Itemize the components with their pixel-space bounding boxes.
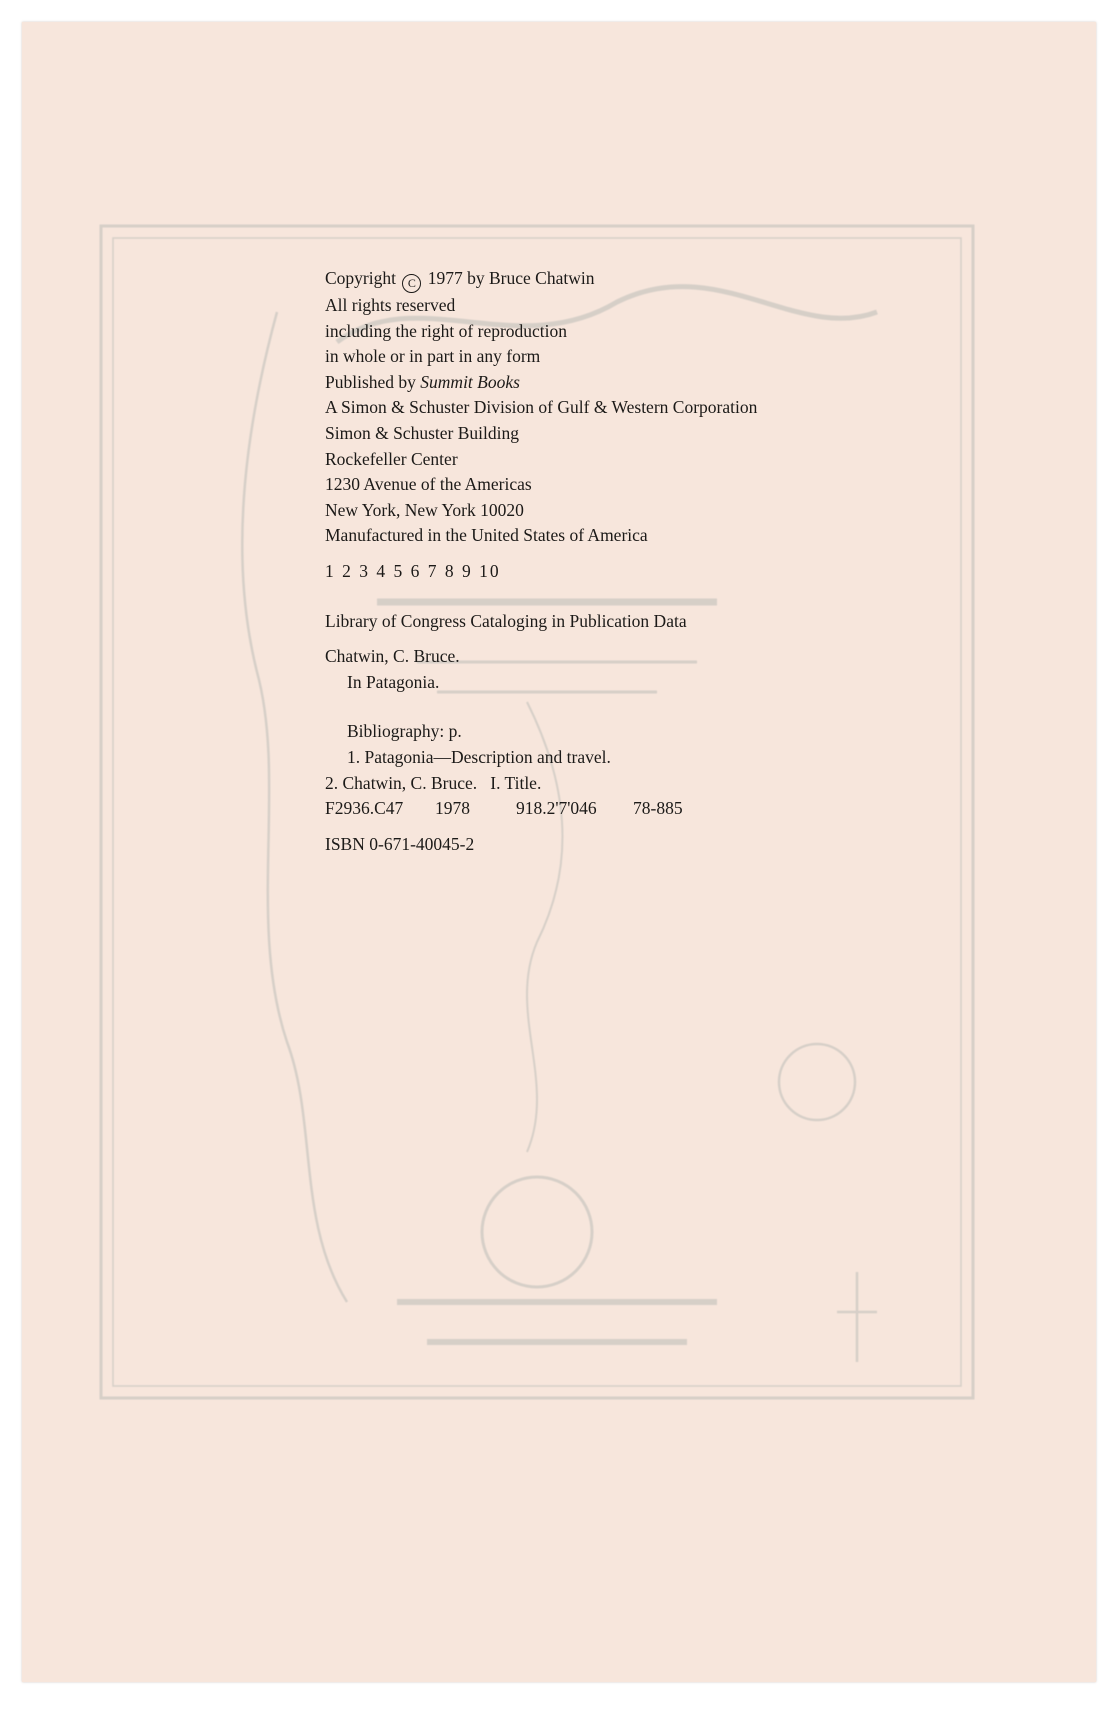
cip-lccn: 78-885 <box>633 798 683 819</box>
address-line: Rockefeller Center <box>325 448 458 469</box>
cip-subject: 1. Patagonia—Description and travel. <box>347 746 611 767</box>
publisher-line <box>325 370 965 396</box>
copyright-block <box>325 266 965 857</box>
address-line: A Simon & Schuster Division of Gulf & Western Corporation <box>325 397 758 418</box>
cip-added-entries: 2. Chatwin, C. Bruce. I. Title. <box>325 772 542 793</box>
cip-bibliography: Bibliography: p. <box>347 721 462 742</box>
copyright-label: Copyright <box>325 268 396 288</box>
cip-author: Chatwin, C. Bruce. <box>325 646 460 667</box>
copyright-holder: 1977 by Bruce Chatwin <box>427 268 595 288</box>
cip-title: In Patagonia. <box>347 671 440 692</box>
copyright-symbol: C <box>402 274 421 293</box>
publisher-prefix: Published by <box>325 371 416 392</box>
address-line: New York, New York 10020 <box>325 499 524 520</box>
copyright-line <box>325 266 965 293</box>
publisher-name: Summit Books <box>420 371 520 392</box>
cip-dewey: 918.2'7'046 <box>516 798 597 819</box>
book-page <box>22 22 1096 1682</box>
address-line: 1230 Avenue of the Americas <box>325 474 532 495</box>
cip-classification-row <box>325 796 965 822</box>
cip-call-number: F2936.C47 <box>325 798 404 819</box>
cip-heading: Library of Congress Cataloging in Publication Data <box>325 610 687 631</box>
rights-line: All rights reserved <box>325 295 456 315</box>
isbn: ISBN 0-671-40045-2 <box>325 833 475 854</box>
rights-line: in whole or in part in any form <box>325 346 541 367</box>
printing-line: 1 2 3 4 5 6 7 8 9 10 <box>325 560 501 581</box>
address-line: Simon & Schuster Building <box>325 422 519 443</box>
manufactured-line: Manufactured in the United States of America <box>325 525 648 546</box>
rights-line: including the right of reproduction <box>325 320 568 341</box>
cip-year: 1978 <box>435 798 470 819</box>
